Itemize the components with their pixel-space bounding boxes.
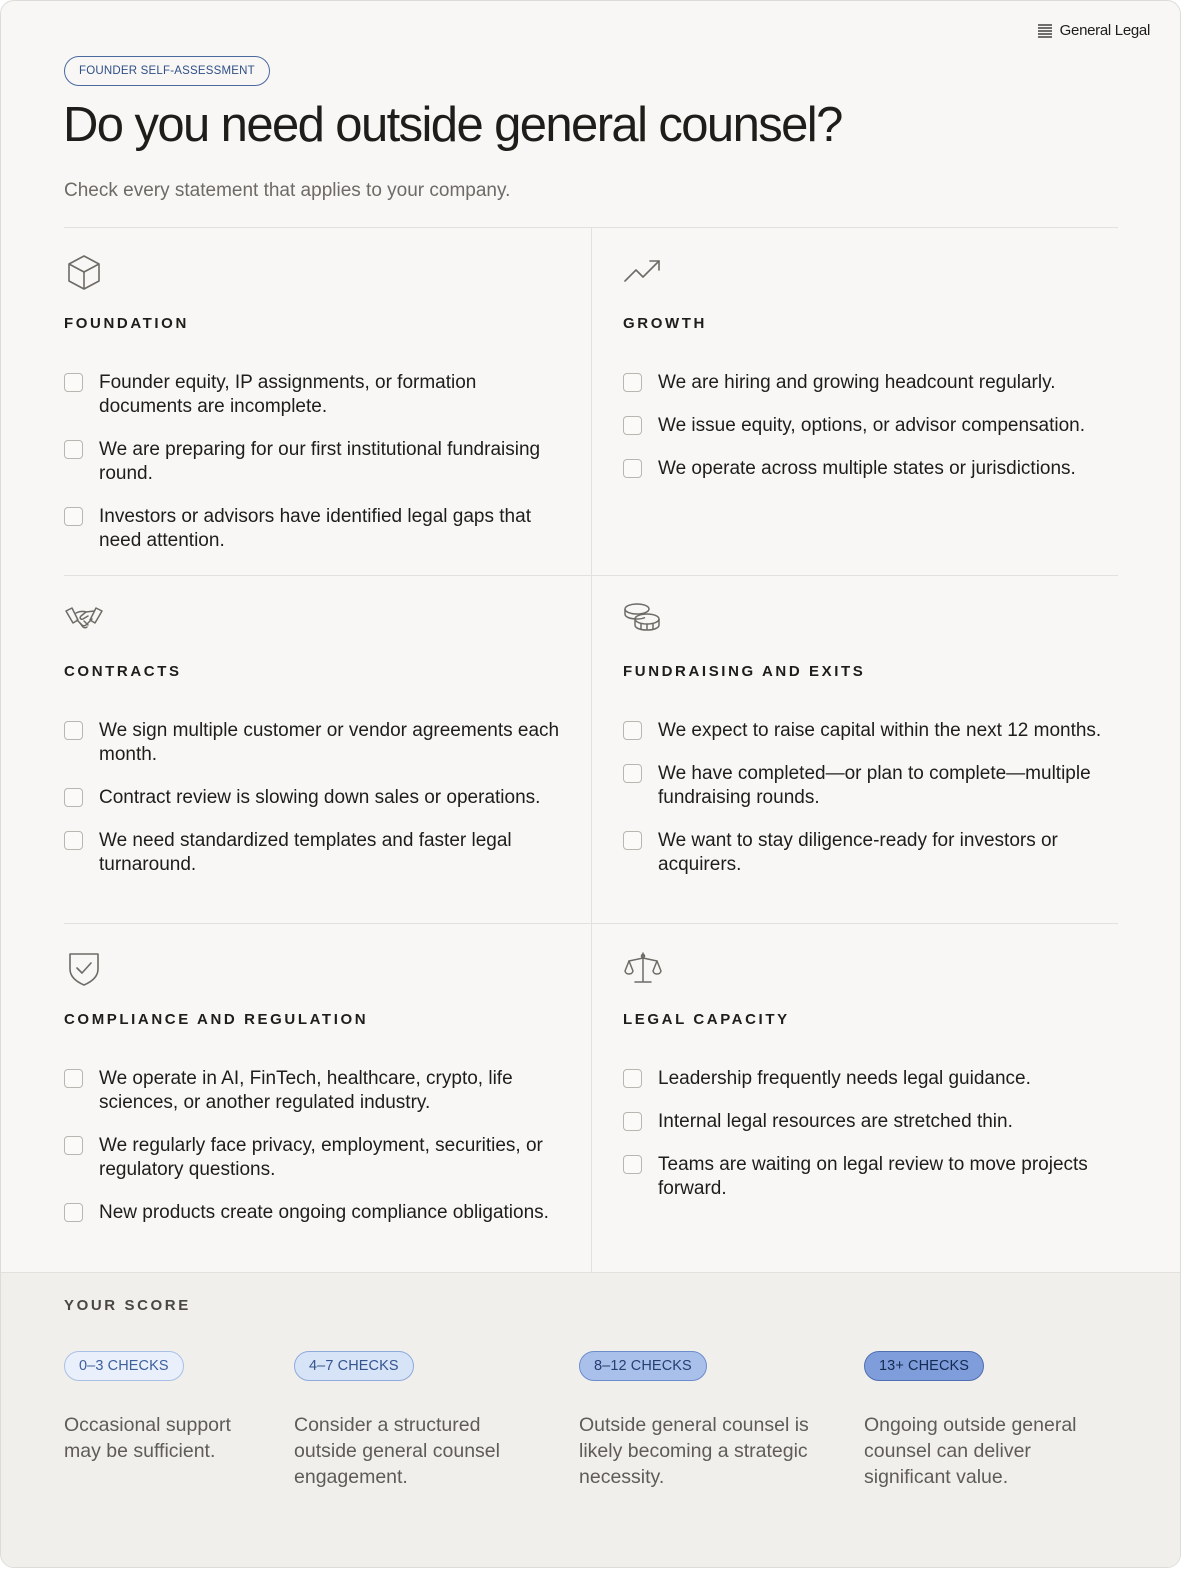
checkbox[interactable] [64, 831, 83, 850]
checklist-item[interactable] [623, 1153, 1123, 1201]
column-divider [591, 227, 592, 1272]
item-label: We expect to raise capital within the next 12 months. [658, 720, 1102, 741]
item-label: New products create ongoing compliance obligations. [99, 1202, 549, 1223]
checklist-item[interactable] [64, 786, 564, 810]
page-title: Do you need outside general counsel? [63, 98, 842, 152]
checklist-item[interactable] [623, 457, 1123, 481]
checkbox[interactable] [64, 788, 83, 807]
checklist-item[interactable] [623, 1110, 1123, 1134]
item-label: We are preparing for our first institutional fundraising round. [99, 439, 541, 484]
checkbox[interactable] [64, 721, 83, 740]
checklist-item[interactable] [64, 438, 564, 486]
score-title: YOUR SCORE [64, 1297, 191, 1314]
checkbox[interactable] [623, 764, 642, 783]
checklist-item[interactable] [64, 1134, 564, 1182]
section-title: GROWTH [623, 315, 707, 332]
item-label: Contract review is slowing down sales or operations. [99, 787, 541, 808]
checkbox[interactable] [623, 1112, 642, 1131]
trending-up-icon [623, 253, 663, 293]
checklist-item[interactable] [64, 719, 564, 767]
checklist-item[interactable] [64, 1201, 564, 1225]
item-label: We regularly face privacy, employment, securities, or regulatory questions. [99, 1135, 543, 1180]
item-label: We sign multiple customer or vendor agreements each month. [99, 720, 560, 765]
item-label: Leadership frequently needs legal guidance. [658, 1068, 1031, 1089]
checkbox[interactable] [623, 831, 642, 850]
tier-description: Ongoing outside general counsel can deliver significant value. [864, 1414, 1077, 1488]
tier-badge: 8–12 CHECKS [579, 1351, 707, 1381]
checkbox[interactable] [64, 507, 83, 526]
checkbox[interactable] [623, 373, 642, 392]
checkbox[interactable] [623, 459, 642, 478]
section-title: FUNDRAISING AND EXITS [623, 663, 866, 680]
score-panel [1, 1272, 1181, 1568]
tier-description: Occasional support may be sufficient. [64, 1414, 231, 1462]
checkbox[interactable] [64, 373, 83, 392]
item-label: Internal legal resources are stretched thin. [658, 1111, 1013, 1132]
brand[interactable] [1037, 22, 1150, 39]
tier-description: Outside general counsel is likely becoming a strategic necessity. [579, 1414, 809, 1488]
tier-badge: 13+ CHECKS [864, 1351, 984, 1381]
checklist-item[interactable] [623, 762, 1123, 810]
assessment-tag: FOUNDER SELF-ASSESSMENT [64, 56, 270, 86]
checkbox[interactable] [64, 1136, 83, 1155]
score-tier [294, 1351, 534, 1490]
checkbox[interactable] [623, 1155, 642, 1174]
shield-check-icon [64, 949, 104, 989]
brand-name: General Legal [1059, 22, 1150, 39]
tier-description: Consider a structured outside general counsel engagement. [294, 1414, 500, 1488]
scales-icon [623, 949, 663, 989]
checklist-item[interactable] [623, 371, 1123, 395]
checkbox[interactable] [64, 440, 83, 459]
checkbox[interactable] [623, 1069, 642, 1088]
section-title: LEGAL CAPACITY [623, 1011, 790, 1028]
score-tier [864, 1351, 1114, 1490]
tier-badge: 4–7 CHECKS [294, 1351, 414, 1381]
item-label: We operate across multiple states or jurisdictions. [658, 458, 1076, 479]
section-title: CONTRACTS [64, 663, 182, 680]
menu-lines-icon [1037, 23, 1053, 39]
checklist-item[interactable] [623, 829, 1123, 877]
checklist-item[interactable] [623, 1067, 1123, 1091]
page-subtitle: Check every statement that applies to your company. [64, 180, 511, 201]
item-label: Investors or advisors have identified legal gaps that need attention. [99, 506, 531, 551]
handshake-icon [64, 601, 104, 641]
item-label: Founder equity, IP assignments, or formation documents are incomplete. [99, 372, 477, 417]
item-label: We want to stay diligence-ready for investors or acquirers. [658, 830, 1058, 875]
checklist-item[interactable] [623, 719, 1123, 743]
section-title: FOUNDATION [64, 315, 189, 332]
checklist-item[interactable] [64, 505, 564, 553]
checkbox[interactable] [64, 1069, 83, 1088]
checkbox[interactable] [64, 1203, 83, 1222]
item-label: We operate in AI, FinTech, healthcare, crypto, life sciences, or another regulated industry. [99, 1068, 513, 1113]
item-label: We have completed—or plan to complete—multiple fundraising rounds. [658, 763, 1091, 808]
checklist-item[interactable] [64, 829, 564, 877]
checkbox[interactable] [623, 721, 642, 740]
score-tier [64, 1351, 264, 1464]
tier-badge: 0–3 CHECKS [64, 1351, 184, 1381]
checklist-item[interactable] [623, 414, 1123, 438]
item-label: We issue equity, options, or advisor compensation. [658, 415, 1086, 436]
score-tier [579, 1351, 839, 1490]
checkbox[interactable] [623, 416, 642, 435]
coins-icon [623, 601, 663, 641]
section-title: COMPLIANCE AND REGULATION [64, 1011, 369, 1028]
item-label: We need standardized templates and faster legal turnaround. [99, 830, 512, 875]
cube-icon [64, 253, 104, 293]
checklist-item[interactable] [64, 371, 564, 419]
item-label: We are hiring and growing headcount regularly. [658, 372, 1056, 393]
checklist-item[interactable] [64, 1067, 564, 1115]
item-label: Teams are waiting on legal review to move projects forward. [658, 1154, 1088, 1199]
